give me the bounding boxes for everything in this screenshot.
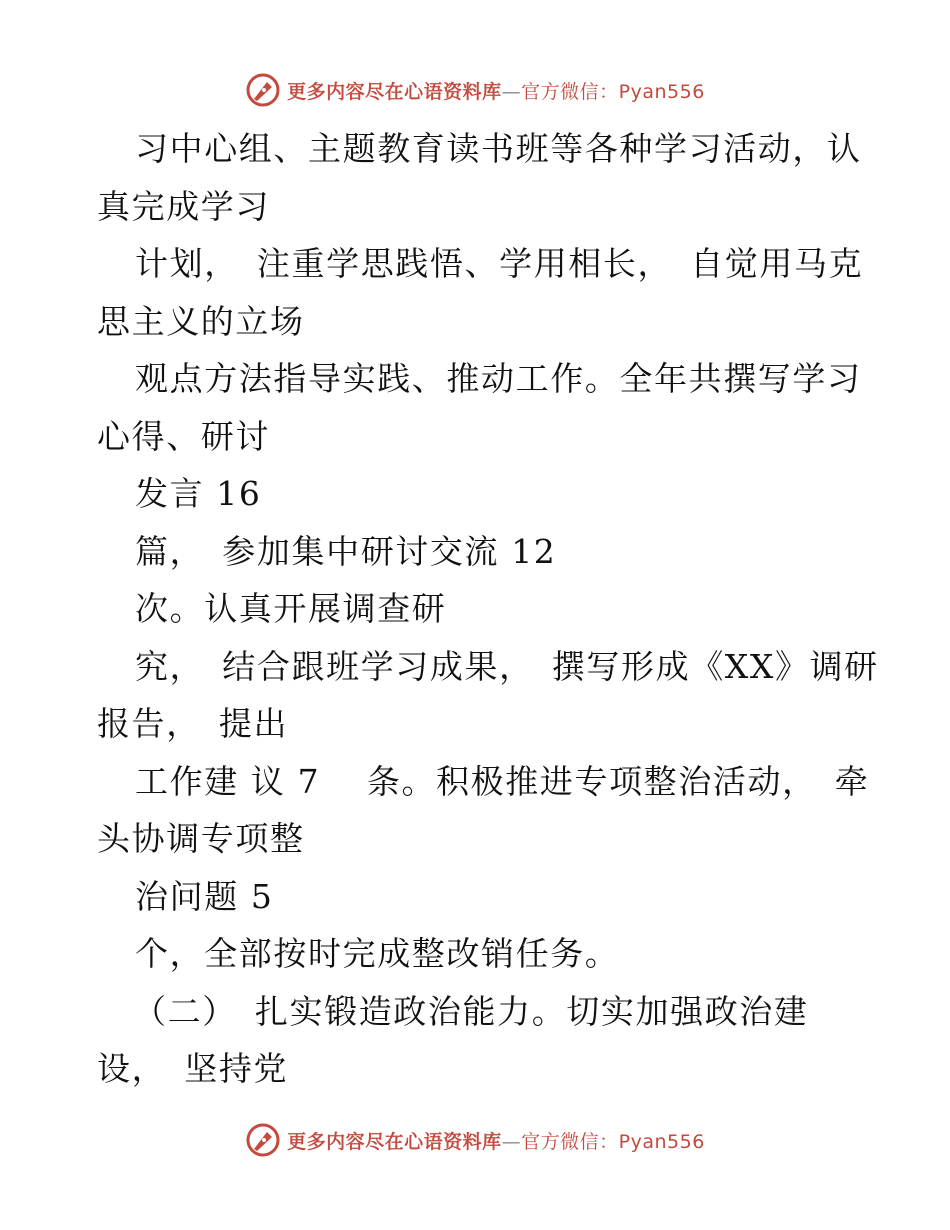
body-line: 究， 结合跟班学习成果， 撰写形成《XX》调研 [135,646,879,686]
body-line: 头协调专项整 [97,819,305,858]
watermark-footer [0,1120,950,1160]
body-line: 篇， 参加集中研讨交流 12 [135,531,557,571]
body-line: 设， 坚持党 [97,1049,289,1088]
pen-nib-circle-icon [245,72,281,108]
pen-nib-circle-icon [245,1122,281,1158]
watermark-text: 更多内容尽在心语资料库—官方微信：Pyan556 [287,1130,705,1153]
body-line: 次。认真开展调查研 [135,589,447,628]
body-line: 报告， 提出 [97,704,289,743]
watermark-text: 更多内容尽在心语资料库—官方微信：Pyan556 [287,80,705,103]
document-body [97,120,879,1098]
body-line: 思主义的立场 [97,301,305,341]
body-line: 习中心组、主题教育读书班等各种学习活动，认 [135,129,862,168]
body-line: 个，全部按时完成整改销任务。 [135,934,620,973]
body-line: 工作建 议 7 条。积极推进专项整治活动， 牵 [135,761,870,801]
body-line: 发言 16 [135,474,262,513]
body-line: 计划， 注重学思践悟、学用相长， 自觉用马克 [135,244,864,283]
body-line: 治问题 5 [135,876,274,916]
body-line: 观点方法指导实践、推动工作。全年共撰写学习 [135,359,862,398]
section-heading-line: （二） 扎实锻造政治能力。切实加强政治建 [133,991,809,1031]
body-line: 心得、研讨 [97,416,270,456]
body-line: 真完成学习 [97,186,270,226]
watermark-header [0,70,950,110]
